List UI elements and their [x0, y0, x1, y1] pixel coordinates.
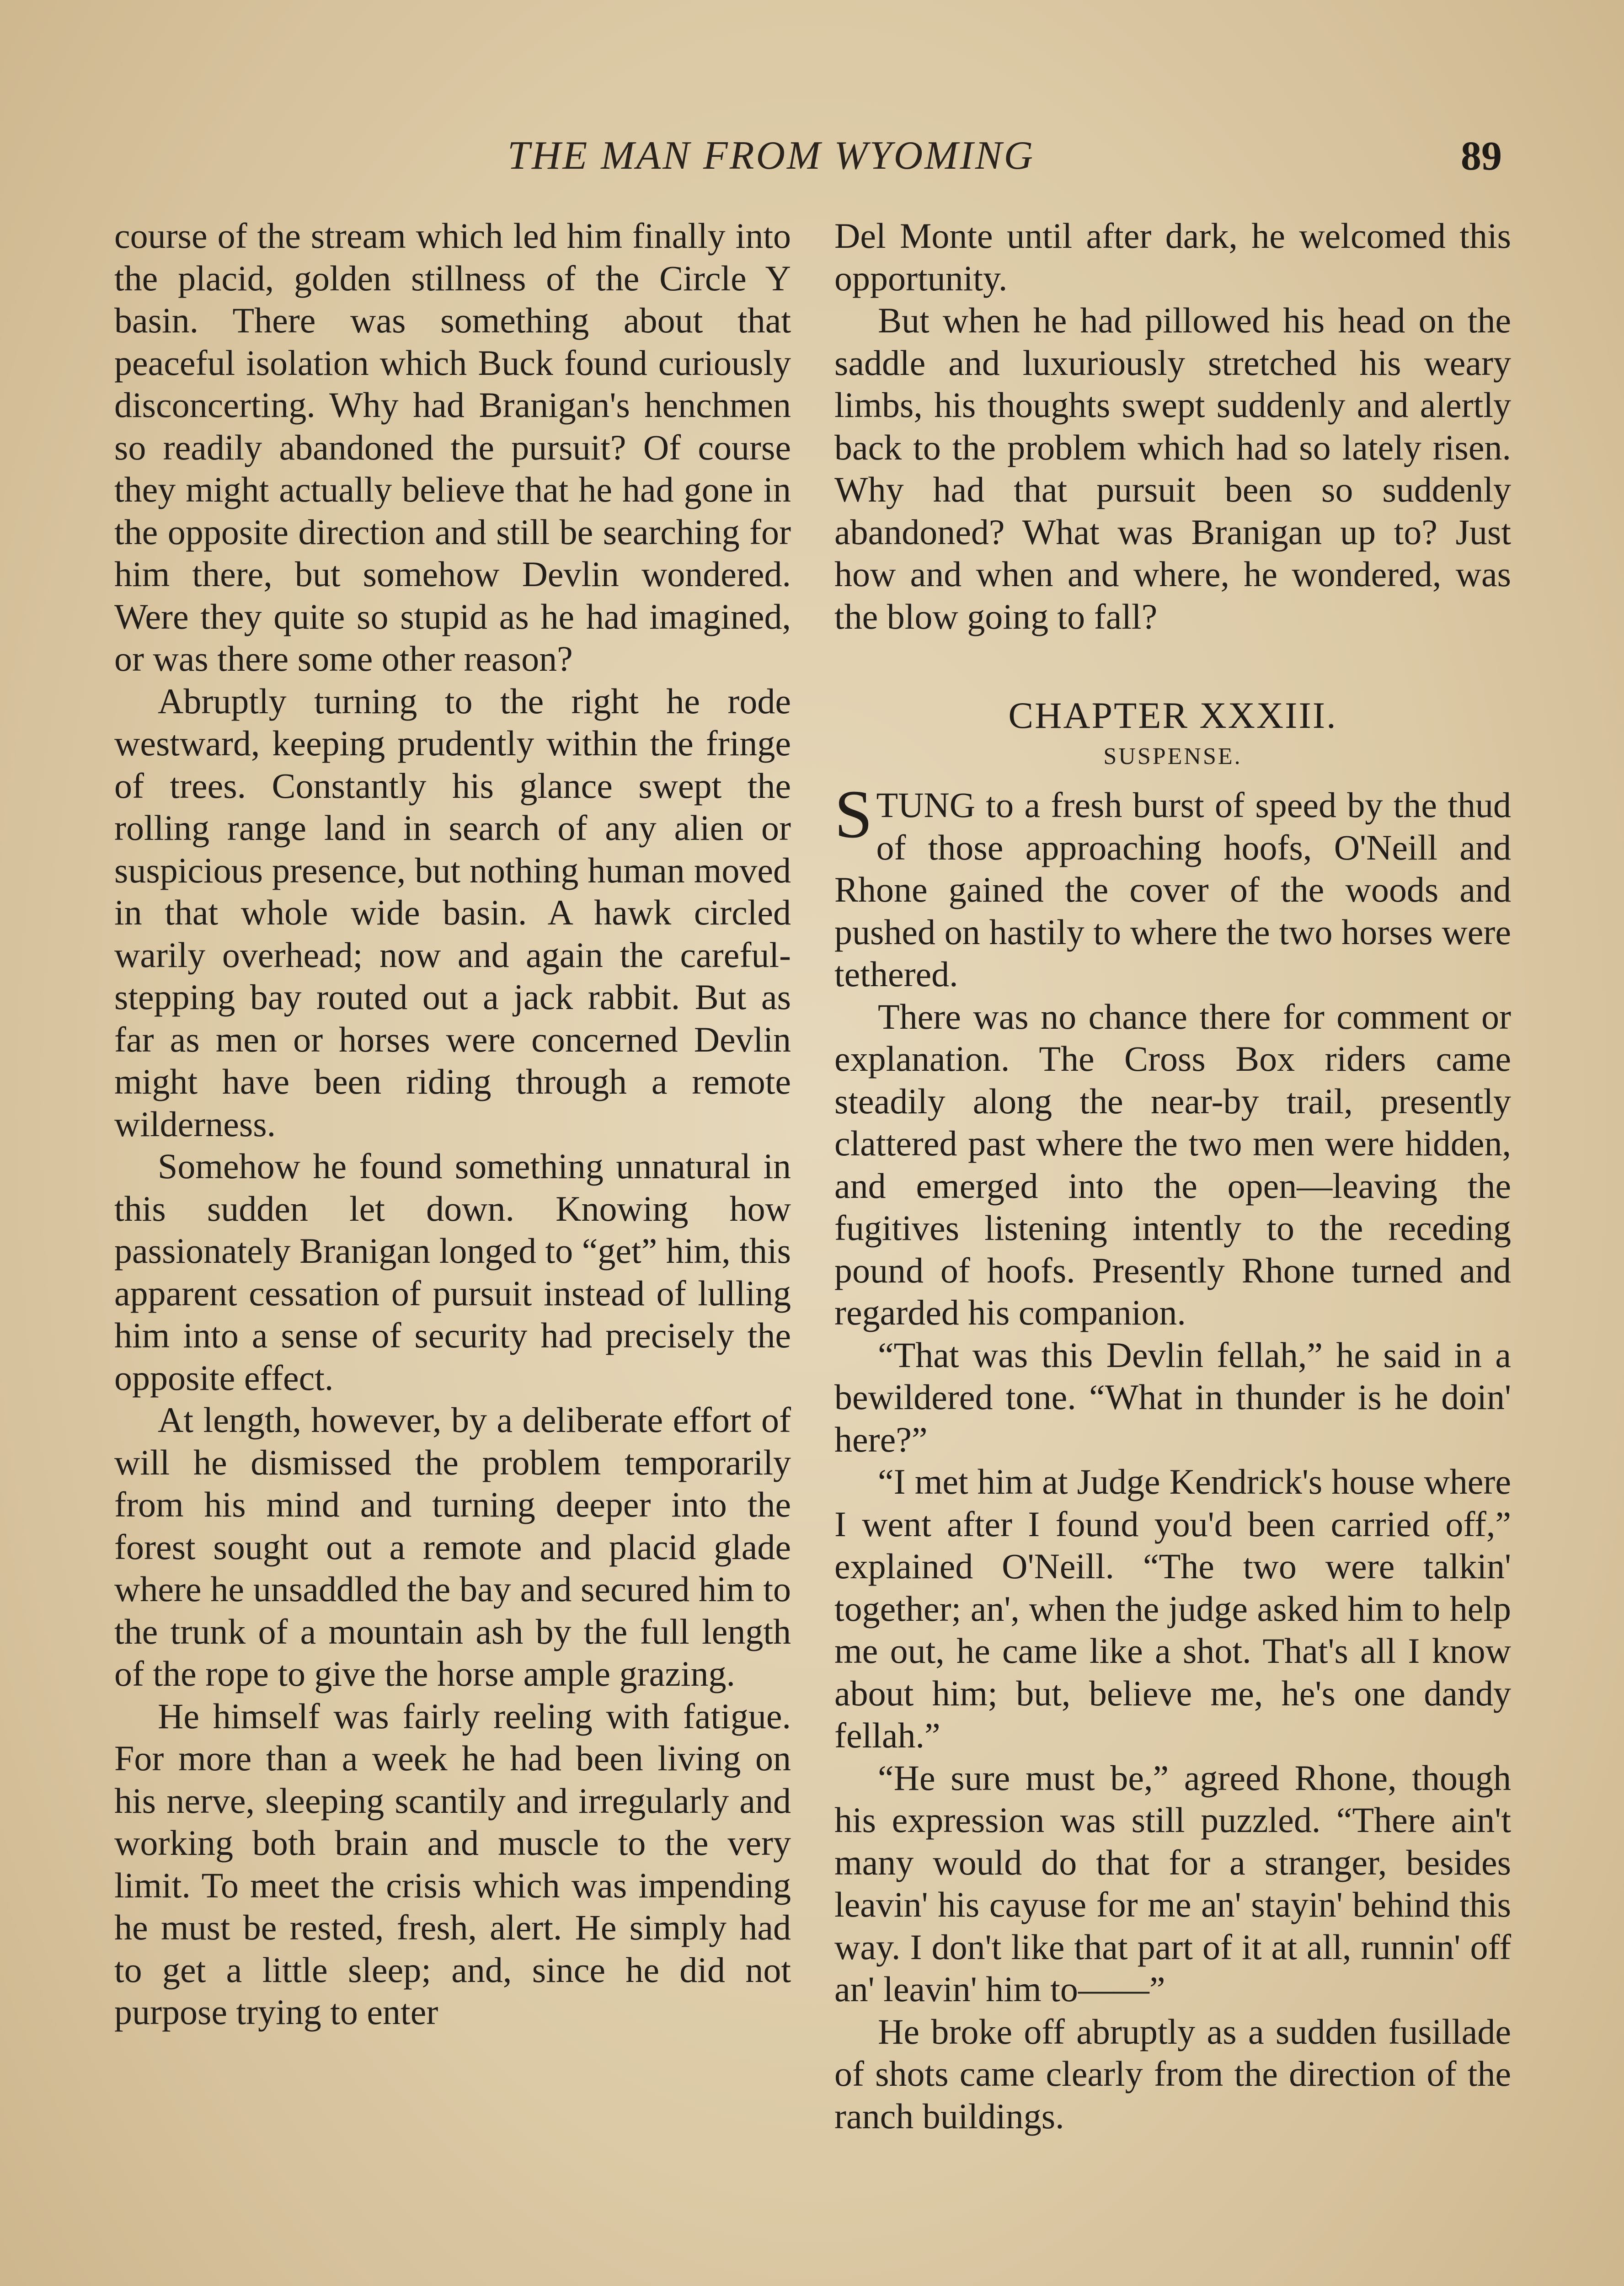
paragraph: Somehow he found something unnatural in this sudden let down. Knowing how passionately Branigan longed to “get” him, this apparent cessation of pursuit instead of lulling him into a sense of security had precisely the opposite effect. — [114, 1146, 791, 1398]
paragraph: He broke off abruptly as a sudden fusillade of shots came clearly from the direction of the ranch buildings. — [834, 2011, 1511, 2136]
paragraph: “That was this Devlin fellah,” he said in a bewildered tone. “What in thunder is he doin' here?” — [834, 1335, 1511, 1459]
paragraph: Abruptly turning to the right he rode westward, keeping prudently within the fringe of trees. Constantly his glance swept the rolling range land in search of any alien or suspicious presence, but nothing human moved in that whole wide basin. A hawk circled warily overhead; now and again the careful-stepping bay routed out a jack rabbit. But as far as men or horses were concerned Devlin might have been riding through a remote wilderness. — [114, 681, 791, 1144]
paragraph: At length, however, by a deliberate effort of will he dismissed the problem temporarily from his mind and turning deeper into the forest sought out a remote and placid glade where he unsaddled the bay and secured him to the trunk of a mountain ash by the full length of the rope to give the horse ample grazing. — [114, 1400, 791, 1693]
right-column — [834, 215, 1511, 2137]
paragraph: “I met him at Judge Kendrick's house where I went after I found you'd been carried off,” explained O'Neill. “The two were talkin' together; an', when the judge asked him to help me out, he came like a shot. That's all I know about him; but, believe me, he's one dandy fellah.” — [834, 1462, 1511, 1755]
paragraph: He himself was fairly reeling with fatigue. For more than a week he had been living on his nerve, sleeping scantily and irregularly and working both brain and muscle to the very limit. To meet the crisis which was impending he must be rested, fresh, alert. He simply had to get a little sleep; and, since he did not purpose trying to enter — [114, 1696, 791, 2032]
left-column — [114, 215, 791, 2034]
page-header — [0, 133, 1624, 187]
paragraph: There was no chance there for comment or explanation. The Cross Box riders came steadily along the near-by trail, presently clattered past where the two men were hidden, and emerged into the open—leaving the fugitives listening intently to the receding pound of hoofs. Presently Rhone turned and regarded his companion. — [834, 996, 1511, 1332]
chapter-subtitle: SUSPENSE. — [1103, 743, 1242, 769]
chapter-opening-paragraph — [834, 776, 1511, 996]
page-number: 89 — [1461, 134, 1502, 179]
paragraph: “He sure must be,” agreed Rhone, though his expression was still puzzled. “There ain't many would do that for a stranger, besides leavin' his cayuse for me an' stayin' behind this way. I don't like that part of it at all, runnin' off an' leavin' him to——” — [834, 1757, 1511, 2009]
paragraph: Del Monte until after dark, he welcomed this opportunity. — [834, 216, 1511, 298]
paragraph: But when he had pillowed his head on the saddle and luxuriously stretched his weary limbs, his thoughts swept suddenly and alertly back to the problem which had so lately risen. Why had that pursuit been so suddenly abandoned? What was Branigan up to? Just how and when and where, he wondered, was the blow going to fall? — [834, 300, 1511, 636]
chapter-heading: CHAPTER XXXIII. — [1008, 694, 1337, 736]
running-title: THE MAN FROM WYOMING — [508, 134, 1035, 178]
drop-cap: S — [834, 776, 873, 852]
paragraph: course of the stream which led him finally into the placid, golden stillness of the Circle Y basin. There was something about that peaceful isolation which Buck found curiously disconcerting. Why had Branigan's henchmen so readily abandoned the pursuit? Of course they might actually believe that he had gone in the opposite direction and still be searching for him there, but somehow Devlin wondered. Were they quite so stupid as he had imagined, or was there some other reason? — [114, 216, 791, 678]
opening-text: TUNG to a fresh burst of speed by the thud of those approaching hoofs, O'Neill and Rhone gained the cover of the woods and pushed on hastily to where the two horses were tethered. — [834, 785, 1511, 994]
